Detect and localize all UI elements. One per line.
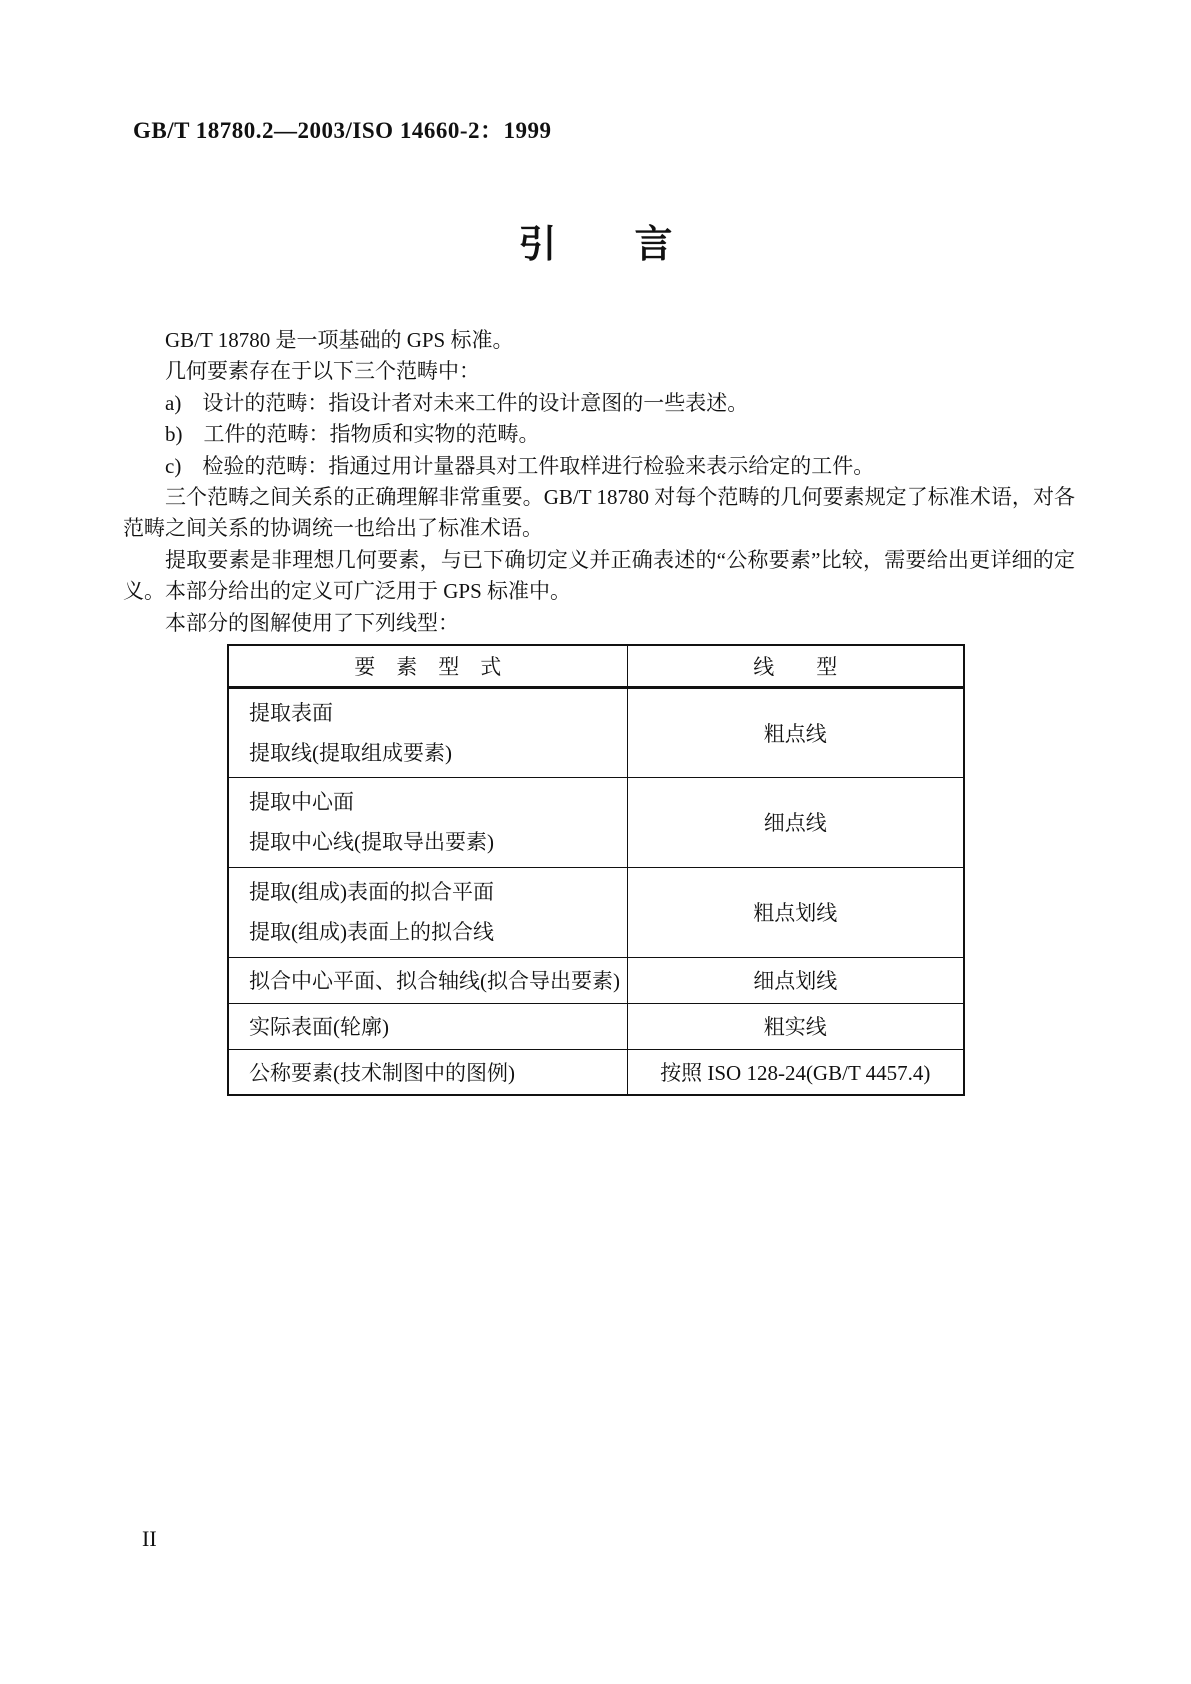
element-type-cell: 提取表面 提取线(提取组成要素) bbox=[228, 687, 627, 777]
table-row bbox=[228, 1003, 964, 1049]
page-number: II bbox=[142, 1526, 157, 1551]
introduction-body bbox=[123, 325, 1075, 639]
line-type-cell: 粗点划线 bbox=[627, 867, 964, 957]
paragraph-relationship: 三个范畴之间关系的正确理解非常重要。GB/T 18780 对每个范畴的几何要素规定了标准术语，对各范畴之间关系的协调统一也给出了标准术语。 bbox=[123, 485, 1075, 541]
line-type-cell: 细点划线 bbox=[627, 957, 964, 1003]
line-type-cell: 细点线 bbox=[627, 777, 964, 867]
table-row bbox=[228, 687, 964, 777]
standard-number-header: GB/T 18780.2—2003/ISO 14660-2：1999 bbox=[133, 118, 552, 143]
element-type-cell: 实际表面(轮廓) bbox=[228, 1003, 627, 1049]
title-char-1: 引 bbox=[518, 224, 557, 266]
element-type-cell: 提取(组成)表面的拟合平面 提取(组成)表面上的拟合线 bbox=[228, 867, 627, 957]
paragraph-extracted-feature: 提取要素是非理想几何要素，与已下确切定义并正确表述的“公称要素”比较，需要给出更详细的定义。本部分给出的定义可广泛用于 GPS 标准中。 bbox=[123, 547, 1075, 604]
table-row bbox=[228, 1049, 964, 1095]
list-item-b: b) 工件的范畴：指物质和实物的范畴。 bbox=[165, 422, 540, 447]
element-type-cell: 公称要素(技术制图中的图例) bbox=[228, 1049, 627, 1095]
paragraph-gps-standard: GB/T 18780 是一项基础的 GPS 标准。 bbox=[165, 328, 514, 352]
table-row bbox=[228, 957, 964, 1003]
paragraph-line-types-intro: 本部分的图解使用了下列线型： bbox=[165, 610, 459, 635]
list-item-c: c) 检验的范畴：指通过用计量器具对工件取样进行检验来表示给定的工件。 bbox=[165, 453, 875, 478]
line-type-cell: 粗实线 bbox=[627, 1003, 964, 1049]
element-type-cell: 拟合中心平面、拟合轴线(拟合导出要素) bbox=[228, 957, 627, 1003]
table-row bbox=[228, 867, 964, 957]
line-type-cell: 粗点线 bbox=[627, 687, 964, 777]
title-char-2: 言 bbox=[634, 224, 673, 266]
paragraph-three-domains: 几何要素存在于以下三个范畴中： bbox=[165, 359, 480, 384]
line-type-cell: 按照 ISO 128-24(GB/T 4457.4) bbox=[627, 1049, 964, 1095]
table-row bbox=[228, 777, 964, 867]
list-item-a: a) 设计的范畴：指设计者对未来工件的设计意图的一些表述。 bbox=[165, 390, 749, 415]
column-header-line-type: 线 型 bbox=[627, 645, 964, 687]
table-header-row bbox=[228, 645, 964, 687]
page-title bbox=[0, 213, 1191, 268]
line-type-table bbox=[227, 644, 965, 1096]
column-header-element-type: 要 素 型 式 bbox=[228, 645, 627, 687]
element-type-cell: 提取中心面 提取中心线(提取导出要素) bbox=[228, 777, 627, 867]
